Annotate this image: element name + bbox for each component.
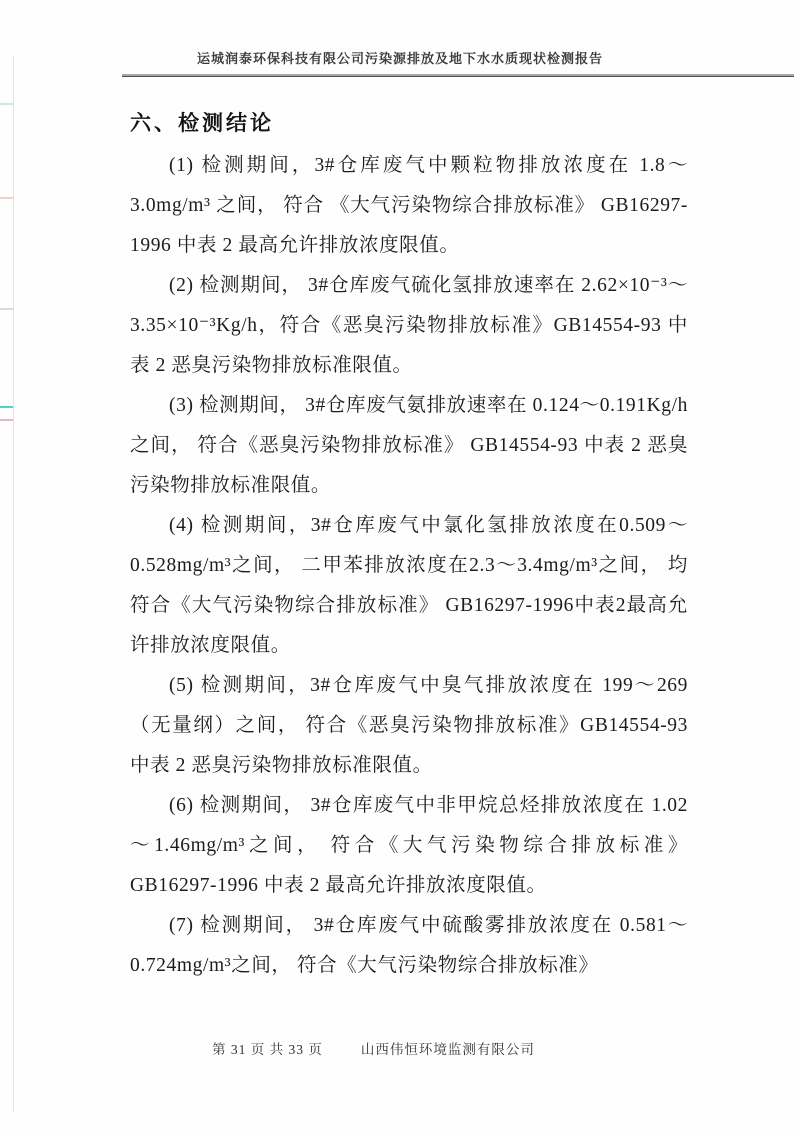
conclusion-paragraph-5: (5) 检测期间，3#仓库废气中臭气排放浓度在 199～269（无量纲）之间， 符合《恶臭污染物排放标准》GB14554-93 中表 2 恶臭污染物排放标准限值。	[130, 675, 688, 776]
scan-artifact-tick-gray	[0, 308, 13, 310]
conclusion-list	[130, 146, 688, 986]
header-rule	[122, 74, 794, 77]
scan-artifact-tick-cyan	[0, 103, 13, 105]
page-footer	[212, 1040, 535, 1060]
scan-artifact-vertical-line	[13, 56, 14, 1112]
section-heading: 六、检测结论	[130, 111, 274, 135]
scan-artifact-tick-red	[0, 197, 13, 199]
report-header-title: 运城润泰环保科技有限公司污染源排放及地下水水质现状检测报告	[196, 51, 603, 66]
footer-company-name: 山西伟恒环境监测有限公司	[360, 1042, 535, 1057]
scan-artifact-tick-pink	[0, 419, 13, 421]
conclusion-paragraph-3: (3) 检测期间， 3#仓库废气氨排放速率在 0.124～0.191Kg/h 之间， 符合《恶臭污染物排放标准》 GB14554-93 中表 2 恶臭污染物排放标准限值。	[130, 395, 688, 496]
conclusion-paragraph-6: (6) 检测期间， 3#仓库废气中非甲烷总烃排放浓度在 1.02～1.46mg/m³之间， 符合《大气污染物综合排放标准》 GB16297-1996 中表 2 最高允许排放浓度限值。	[130, 795, 688, 896]
conclusion-paragraph-4: (4) 检测期间，3#仓库废气中氯化氢排放浓度在0.509～0.528mg/m³之间， 二甲苯排放浓度在2.3～3.4mg/m³之间， 均符合《大气污染物综合排放标准》 GB16297-1996中表2最高允许排放浓度限值。	[130, 515, 688, 656]
page-number-label: 第 31 页 共 33 页	[212, 1042, 323, 1057]
conclusion-paragraph-2: (2) 检测期间， 3#仓库废气硫化氢排放速率在 2.62×10⁻³～3.35×10⁻³Kg/h，符合《恶臭污染物排放标准》GB14554-93 中表 2 恶臭污染物排放标准限值。	[130, 275, 688, 376]
conclusion-paragraph-1: (1) 检测期间，3#仓库废气中颗粒物排放浓度在 1.8～3.0mg/m³ 之间， 符合 《大气污染物综合排放标准》 GB16297-1996 中表 2 最高允许排放浓度限值。	[130, 155, 688, 256]
report-body	[130, 108, 688, 986]
scan-artifact-tick-cyan	[0, 406, 13, 408]
conclusion-paragraph-7: (7) 检测期间， 3#仓库废气中硫酸雾排放浓度在 0.581～0.724mg/m³之间， 符合《大气污染物综合排放标准》	[130, 915, 688, 976]
